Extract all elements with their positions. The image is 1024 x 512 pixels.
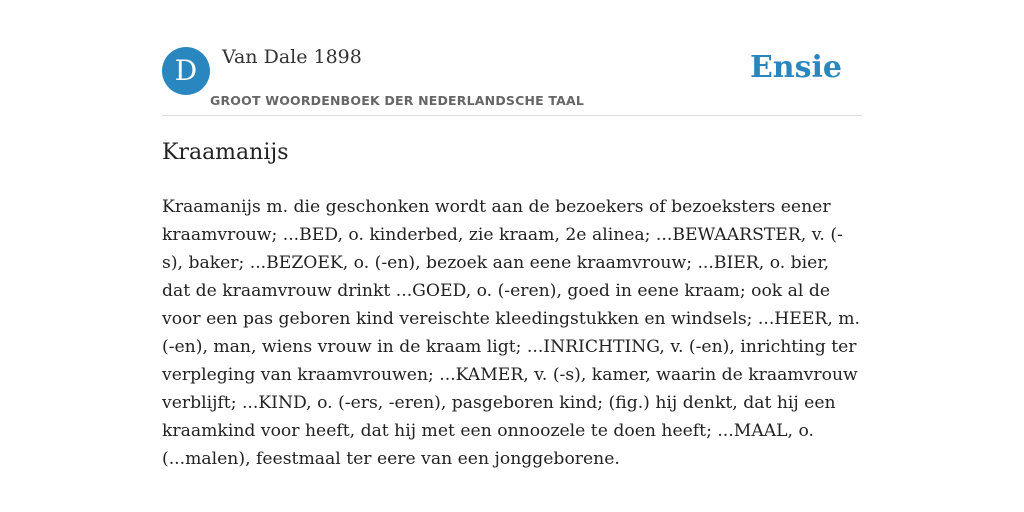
header-divider: [162, 115, 862, 116]
source-avatar[interactable]: D: [162, 47, 210, 95]
ensie-logo[interactable]: Ensie: [749, 50, 842, 85]
source-title-link[interactable]: Van Dale 1898: [222, 46, 362, 68]
page-header: [162, 46, 862, 116]
entry-title: Kraamanijs: [162, 140, 289, 165]
source-subtitle: GROOT WOORDENBOEK DER NEDERLANDSCHE TAAL: [210, 93, 585, 108]
entry-definition: Kraamanijs m. die geschonken wordt aan de bezoekers of bezoeksters eener kraamvrouw; ...BED, o. kinderbed, zie kraam, 2e alinea; ...BEWAARSTER, v. (-s), baker; ...BEZOEK, o. (-en), bezoek aan eene kraamvrouw; ...BIER, o. bier, dat de kraamvrouw drinkt ...GOED, o. (-eren), goed in eene kraam; ook al de voor een pas geboren kind vereischte kleedingstukken en windsels; ...HEER, m. (-en), man, wiens vrouw in de kraam ligt; ...INRICHTING, v. (-en), inrichting ter verpleging van kraamvrouwen; ...KAMER, v. (-s), kamer, waarin de kraamvrouw verblijft; ...KIND, o. (-ers, -eren), pasgeboren kind; (fig.) hij denkt, dat hij een kraamkind voor heeft, dat hij met een onnoozele te doen heeft; ...MAAL, o. (...malen), feestmaal ter eere van een jonggeborene.: [162, 197, 861, 469]
